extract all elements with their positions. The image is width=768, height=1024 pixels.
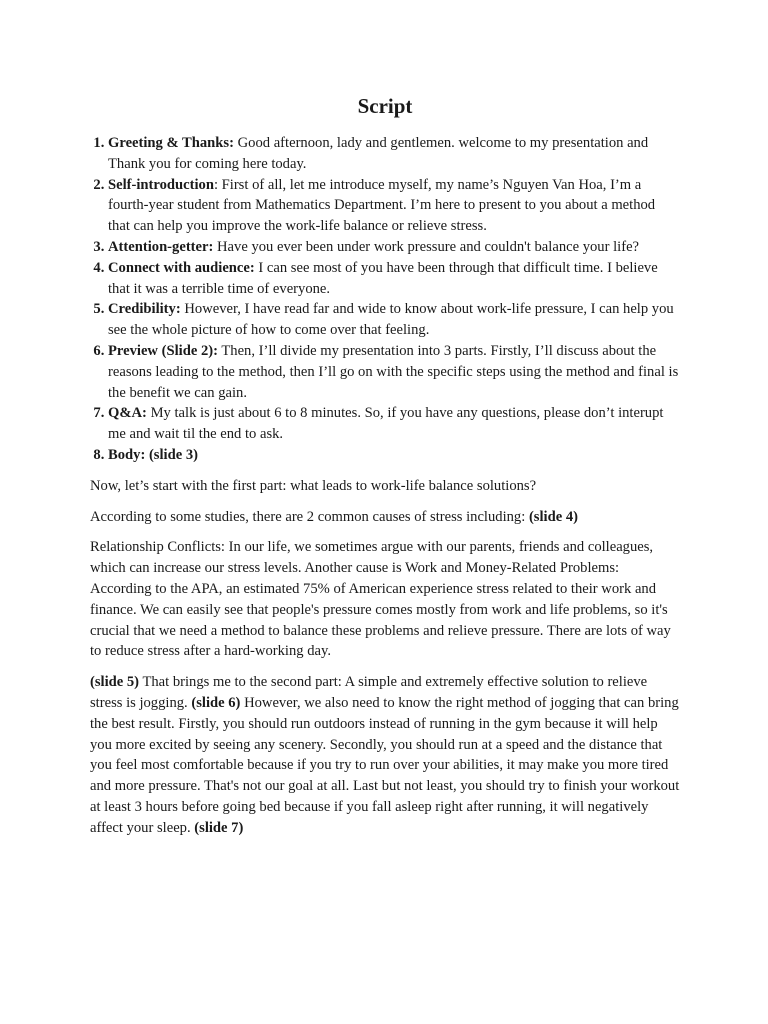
paragraph-causes <box>90 507 680 528</box>
slide-tag: (slide 6) <box>191 694 241 711</box>
item-lead: Greeting & Thanks: <box>108 135 234 151</box>
paragraph-relationship-conflicts: Relationship Conflicts: In our life, we sometimes argue with our parents, friends and colleagues, which can increase our stress levels. Another cause is Work and Money-Related Problems: According to the APA, an estimated 75% of American experience stress related to their work and finance. We can easily see that people's pressure comes mostly from work and life problems, so it's crucial that we need a method to balance these problems and relieve pressure. There are lots of way to reduce stress after a hard-working day. <box>90 539 671 660</box>
list-item <box>108 258 680 300</box>
paragraph-first-part: Now, let’s start with the first part: what leads to work-life balance solutions? <box>90 477 537 494</box>
list-item <box>108 403 680 445</box>
paragraph-text: According to some studies, there are 2 common causes of stress including: <box>90 508 529 525</box>
item-text: : First of all, let me introduce myself, my name’s Nguyen Van Hoa, I’m a fourth-year student from Mathematics Department. I’m here to present to you about a method that can help you improve the work-life balance or relieve stress. <box>108 176 656 235</box>
document-title: Script <box>357 94 413 118</box>
list-item <box>108 237 680 258</box>
item-lead: Self-introduction <box>108 176 214 193</box>
item-text: Have you ever been under work pressure and couldn't balance your life? <box>213 238 640 255</box>
item-lead: Credibility: <box>108 301 181 318</box>
item-text: Good afternoon, lady and gentlemen. welcome to my presentation and Thank you for coming here today. <box>108 135 649 172</box>
item-lead: Preview (Slide 2): <box>108 342 218 359</box>
item-lead: Attention-getter: <box>108 238 214 255</box>
item-lead: Q&A: <box>108 405 147 422</box>
list-item <box>108 175 680 237</box>
paragraph-text: That brings me to the second part: A simple and extremely effective solution to relieve stress is jogging. <box>90 674 648 711</box>
item-lead: Connect with audience: <box>108 259 255 276</box>
list-item <box>108 299 680 341</box>
document-page <box>90 92 680 839</box>
item-lead: Body: (slide 3) <box>108 446 198 463</box>
list-item <box>108 133 680 175</box>
item-text: However, I have read far and wide to know about work-life pressure, I can help you see the whole picture of how to come over that feeling. <box>108 301 674 339</box>
list-item <box>108 445 680 466</box>
slide-tag: (slide 7) <box>194 819 244 836</box>
item-text: My talk is just about 6 to 8 minutes. So, if you have any questions, please don’t interupt me and wait til the end to ask. <box>108 405 664 443</box>
item-text: I can see most of you have been through that difficult time. I believe that it was a terrible time of everyone. <box>108 259 658 297</box>
slide-tag: (slide 4) <box>528 508 578 525</box>
script-outline-list <box>90 133 680 466</box>
item-text: Then, I’ll divide my presentation into 3 parts. Firstly, I’ll discuss about the reasons leading to the method, then I’ll go on with the specific steps using the method and final is the benefit we can gain. <box>108 342 679 401</box>
paragraph-second-part <box>90 672 680 838</box>
paragraph-text: However, we also need to know the right method of jogging that can bring the best result. Firstly, you should run outdoors instead of running in the gym because it will help you more excited by seeing any scenery. Secondly, you should run at a speed and the distance that you feel most comfortable because if you try to run over your abilities, it may make you more tired and more pressure. That's not our goal at all. Last but not least, you should try to finish your workout at least 3 hours before going bed because if you fall asleep right after running, it will negatively affect your sleep. <box>90 694 680 836</box>
list-item <box>108 341 680 403</box>
slide-tag: (slide 5) <box>90 674 140 691</box>
